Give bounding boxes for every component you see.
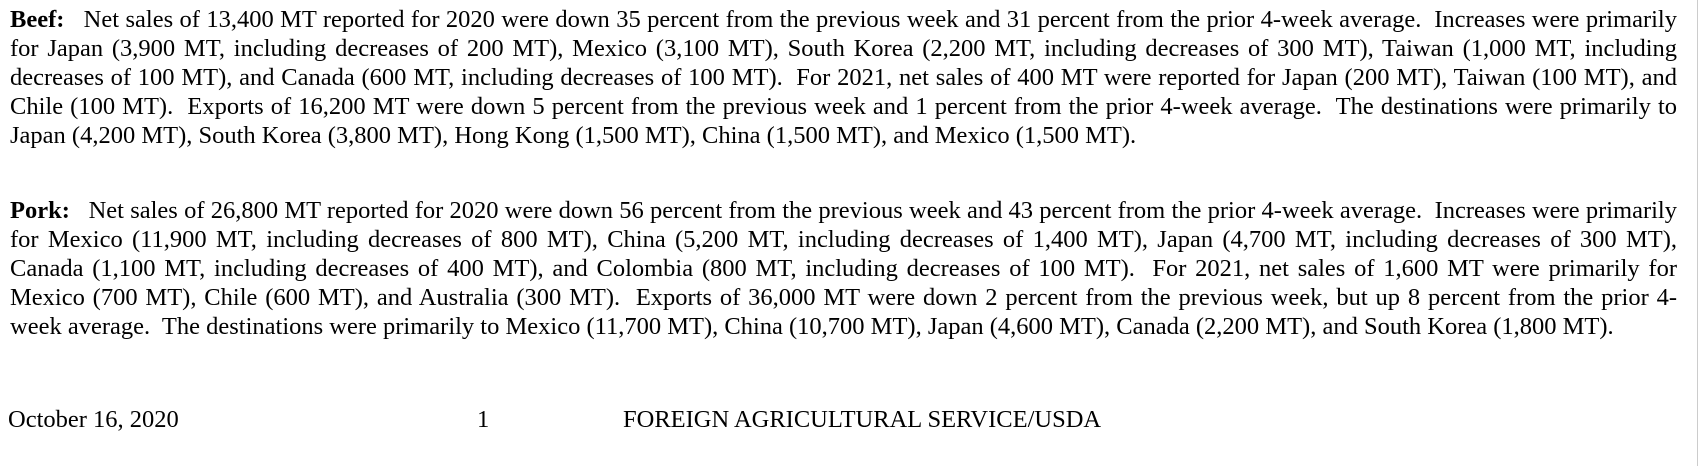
section-beef-text: Net sales of 13,400 MT reported for 2020 were down 35 percent from the previous week and 31 percent from the prior 4-week average. Increases were primarily for Japan (3,900 MT, including decreases of 200 MT), Mexico (3,100 MT), South Korea (2,200 MT, including decreases of 300 MT), Taiwan (1,000 MT, including decreases of 100 MT), and Canada (600 MT, including decreases of 100 MT). For 2021, net sales of 400 MT were reported for Japan (200 MT), Taiwan (100 MT), and Chile (100 MT). Exports of 16,200 MT were down 5 percent from the previous week and 1 percent from the prior 4-week average. The destinations were primarily to Japan (4,200 MT), South Korea (3,800 MT), Hong Kong (1,500 MT), China (1,500 MT), and Mexico (1,500 MT).: [10, 6, 1677, 149]
section-beef: [10, 5, 1677, 150]
page-edge-line: [1697, 0, 1698, 466]
footer-agency: FOREIGN AGRICULTURAL SERVICE/USDA: [623, 406, 1102, 433]
section-pork-text: Net sales of 26,800 MT reported for 2020 were down 56 percent from the previous week and 43 percent from the prior 4-week average. Increases were primarily for Mexico (11,900 MT, including decreases of 800 MT), China (5,200 MT, including decreases of 1,400 MT), Japan (4,700 MT, including decreases of 300 MT), Canada (1,100 MT, including decreases of 400 MT), and Colombia (800 MT, including decreases of 100 MT). For 2021, net sales of 1,600 MT were primarily for Mexico (700 MT), Chile (600 MT), and Australia (300 MT). Exports of 36,000 MT were down 2 percent from the previous week, but up 8 percent from the prior 4-week average. The destinations were primarily to Mexico (11,700 MT), China (10,700 MT), Japan (4,600 MT), Canada (2,200 MT), and South Korea (1,800 MT).: [10, 197, 1677, 340]
section-pork-label: Pork:: [10, 197, 70, 224]
section-pork: [10, 196, 1677, 341]
section-beef-label: Beef:: [10, 6, 65, 33]
footer-page-number: 1: [477, 406, 490, 433]
page-footer: [0, 405, 1703, 437]
footer-date: October 16, 2020: [8, 406, 179, 433]
